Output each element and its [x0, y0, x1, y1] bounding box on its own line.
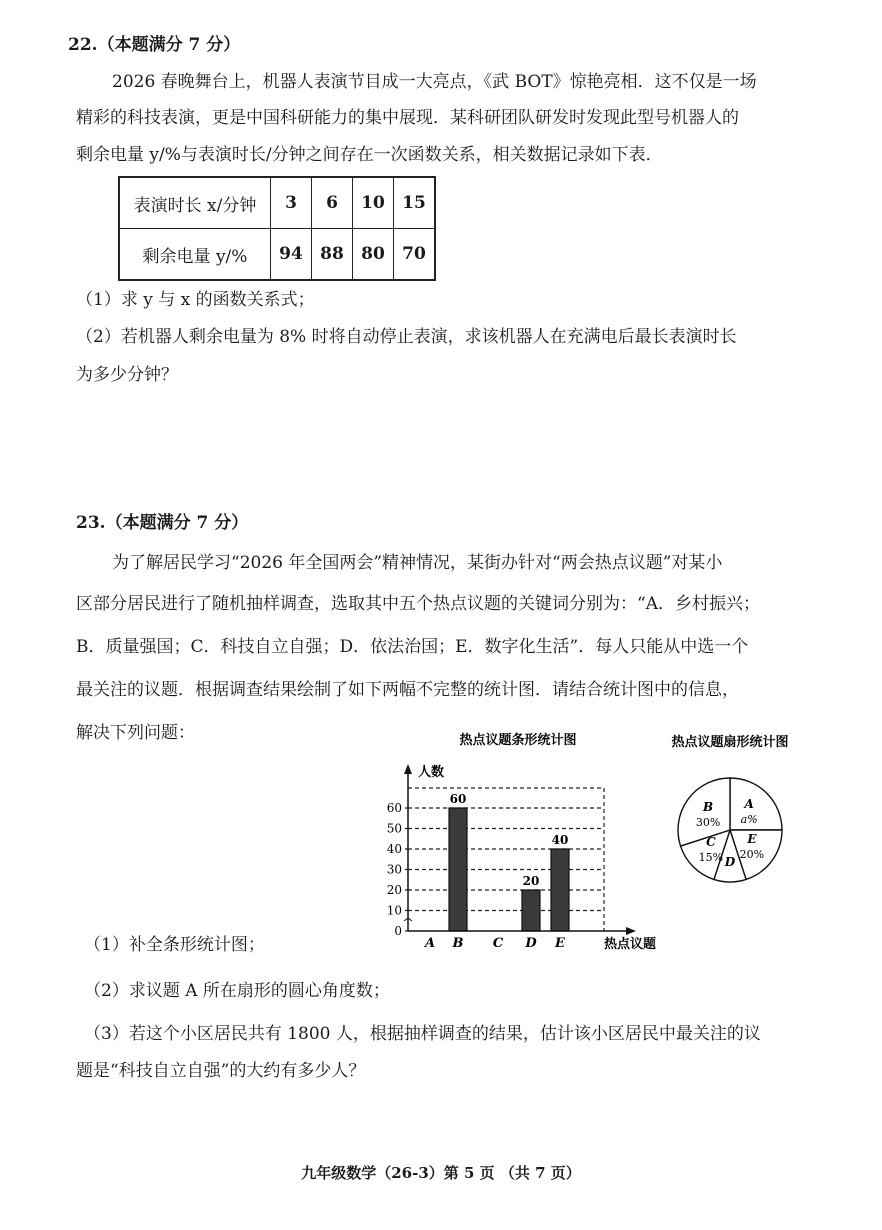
- table-cell: 3: [271, 177, 312, 229]
- x-axis-arrow: [626, 927, 636, 935]
- q23-subquestion-2: （2）求议题 A 所在扇形的圆心角度数；: [84, 981, 390, 1001]
- pie-chart-title: 热点议题扇形统计图: [671, 735, 789, 750]
- y-axis-label: 人数: [418, 765, 445, 780]
- y-tick-label: 0: [394, 924, 402, 938]
- bar-e: [551, 849, 569, 931]
- y-tick-label: 50: [386, 821, 402, 836]
- y-axis-arrow: [404, 764, 412, 774]
- bar-value-label-b: 60: [449, 792, 467, 806]
- table-header-duration: 表演时长 x/分钟: [119, 177, 271, 229]
- q23-paragraph-line-4: 最关注的议题．根据调查结果绘制了如下两幅不完整的统计图．请结合统计图中的信息，: [76, 680, 739, 700]
- q23-subquestion-1: （1）补全条形统计图；: [84, 935, 265, 955]
- pie-label-d: D: [724, 855, 736, 870]
- pie-value-label-c: 15%: [698, 851, 724, 865]
- q22-data-table: [118, 176, 436, 281]
- pie-chart: [650, 728, 810, 908]
- y-tick-label: 40: [386, 842, 402, 856]
- table-cell: 88: [312, 229, 353, 281]
- x-tick-label-a: A: [424, 936, 436, 951]
- pie-value-label-e: 20%: [739, 847, 765, 861]
- bar-b: [449, 808, 467, 931]
- q22-subquestion-1: （1）求 y 与 x 的函数关系式；: [76, 290, 315, 310]
- bar-chart-title: 热点议题条形统计图: [459, 733, 577, 748]
- x-tick-label-e: E: [555, 936, 565, 951]
- pie-value-label-a: a%: [740, 812, 758, 826]
- bar-value-label-e: 40: [551, 833, 569, 847]
- y-tick-label: 10: [386, 903, 402, 918]
- pie-label-b: B: [703, 800, 714, 815]
- table-header-battery: 剩余电量 y/%: [119, 229, 271, 281]
- table-cell: 70: [394, 229, 436, 281]
- q22-paragraph-line-1: 2026 春晚舞台上，机器人表演节目成一大亮点，《武 BOT》惊艳亮相．这不仅是一场: [112, 72, 757, 92]
- bar-chart: [360, 726, 680, 958]
- bar-value-label-d: 20: [522, 874, 540, 888]
- table-row-battery: [119, 229, 435, 281]
- q23-subquestion-3-line-1: （3）若这个小区居民共有 1800 人，根据抽样调查的结果，估计该小区居民中最关注的议: [84, 1024, 761, 1044]
- q23-paragraph-line-5: 解决下列问题：: [76, 723, 195, 743]
- bar-d: [522, 890, 540, 931]
- q22-paragraph-line-3: 剩余电量 y/%与表演时长/分钟之间存在一次函数关系，相关数据记录如下表．: [76, 145, 663, 165]
- table-cell: 15: [394, 177, 436, 229]
- pie-value-label-b: 30%: [695, 816, 721, 830]
- page-footer: 九年级数学（26-3）第 5 页 （共 7 页）: [301, 1164, 581, 1182]
- q22-subquestion-2-line-2: 为多少分钟？: [76, 365, 178, 385]
- q23-paragraph-line-2: 区部分居民进行了随机抽样调查，选取其中五个热点议题的关键词分别为：“A．乡村振兴；: [76, 594, 760, 614]
- x-tick-label-d: D: [525, 936, 537, 951]
- x-tick-label-c: C: [492, 936, 504, 951]
- q23-paragraph-line-3: B．质量强国；C．科技自立自强；D．依法治国；E．数字化生活”．每人只能从中选一个: [76, 637, 749, 657]
- table-cell: 10: [353, 177, 394, 229]
- q23-heading: 23.（本题满分 7 分）: [76, 513, 249, 533]
- table-cell: 80: [353, 229, 394, 281]
- table-row-duration: [119, 177, 435, 229]
- y-tick-label: 30: [386, 862, 402, 877]
- x-tick-label-b: B: [452, 936, 464, 951]
- pie-label-c: C: [706, 835, 716, 850]
- table-cell: 94: [271, 229, 312, 281]
- y-tick-label: 20: [386, 883, 402, 897]
- q23-subquestion-3-line-2: 题是“科技自立自强”的大约有多少人？: [76, 1061, 366, 1081]
- q22-paragraph-line-2: 精彩的科技表演，更是中国科研能力的集中展现．某科研团队研发时发现此型号机器人的: [76, 108, 739, 128]
- pie-label-a: A: [744, 796, 754, 811]
- pie-label-e: E: [747, 831, 757, 846]
- q22-heading: 22.（本题满分 7 分）: [68, 35, 241, 55]
- x-axis-label: 热点议题: [604, 937, 657, 952]
- table-cell: 6: [312, 177, 353, 229]
- y-tick-label: 60: [386, 801, 402, 815]
- q23-paragraph-line-1: 为了解居民学习“2026 年全国两会”精神情况，某街办针对“两会热点议题”对某小: [112, 553, 723, 573]
- q22-subquestion-2-line-1: （2）若机器人剩余电量为 8% 时将自动停止表演，求该机器人在充满电后最长表演时长: [76, 327, 737, 347]
